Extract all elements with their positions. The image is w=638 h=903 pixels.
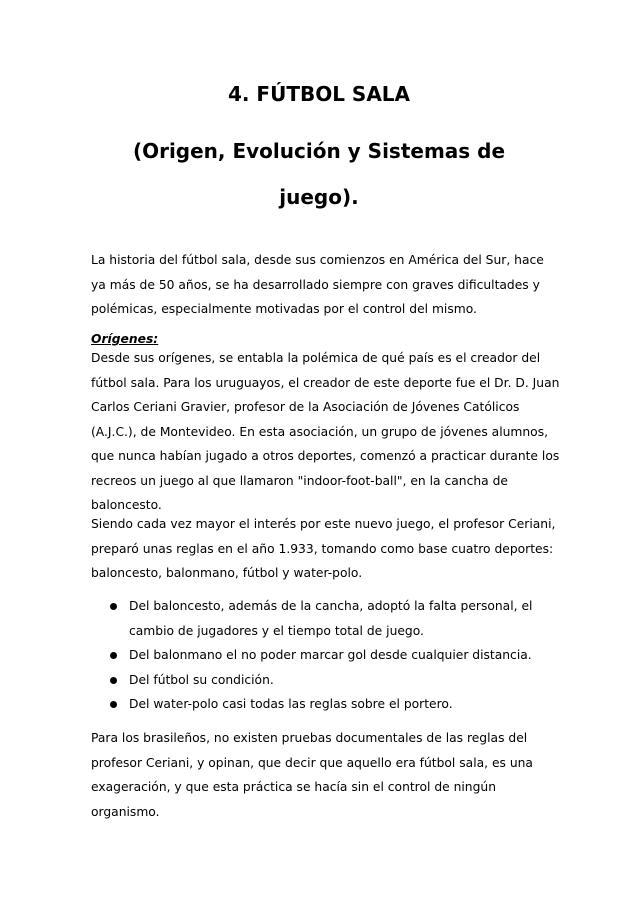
origins-paragraph: Desde sus orígenes, se entabla la polémica de qué país es el creador del fútbol sala. Para los uruguayos, el creador de este deporte fue el Dr. D. Juan Carlos Ceriani Gravier, profesor de la Asociación de Jóvenes Católicos (A.J.C.), de Montevideo. En esta asociación, un grupo de jóvenes alumnos, que nunca habían jugado a otros deportes, comenzó a practicar durante los recreos un juego al que llamaron "indoor-foot-ball", en la cancha de baloncesto. <box>91 351 560 512</box>
list-item-text: Del fútbol su condición. <box>129 672 274 687</box>
list-item-text: Del balonmano el no poder marcar gol desde cualquier distancia. <box>129 648 532 662</box>
intro-paragraph: La historia del fútbol sala, desde sus comienzos en América del Sur, hace ya más de 50 años, se ha desarrollado siempre con graves dificultades y polémicas, especialmente motivadas por el control del mismo. <box>91 253 544 316</box>
brazil-paragraph: Para los brasileños, no existen pruebas documentales de las reglas del profesor Ceriani, y opinan, que decir que aquello era fútbol sala, es una exageración, y que esta práctica se hacía sin el control de ningún organismo. <box>91 731 533 819</box>
list-item <box>91 668 561 693</box>
list-item-text: Del baloncesto, además de la cancha, adoptó la falta personal, el cambio de jugadores y el tiempo total de juego. <box>129 599 533 638</box>
list-item <box>91 692 561 717</box>
section-heading-origins: Orígenes: <box>91 332 159 346</box>
list-item <box>91 643 561 668</box>
document-subtitle: (Origen, Evolución y Sistemas de juego). <box>132 139 506 209</box>
rules-bullet-list <box>91 594 561 717</box>
list-item-text: Del water-polo casi todas las reglas sobre el portero. <box>129 697 453 711</box>
list-item <box>91 594 561 643</box>
bullet-icon <box>110 701 117 708</box>
bullet-icon <box>110 677 117 684</box>
document-title: 4. FÚTBOL SALA <box>227 82 411 106</box>
bullet-icon <box>110 603 117 610</box>
bullet-icon <box>110 652 117 659</box>
rules-paragraph: Siendo cada vez mayor el interés por este nuevo juego, el profesor Ceriani, preparó unas reglas en el año 1.933, tomando como base cuatro deportes: baloncesto, balonmano, fútbol y water-polo. <box>91 517 556 580</box>
